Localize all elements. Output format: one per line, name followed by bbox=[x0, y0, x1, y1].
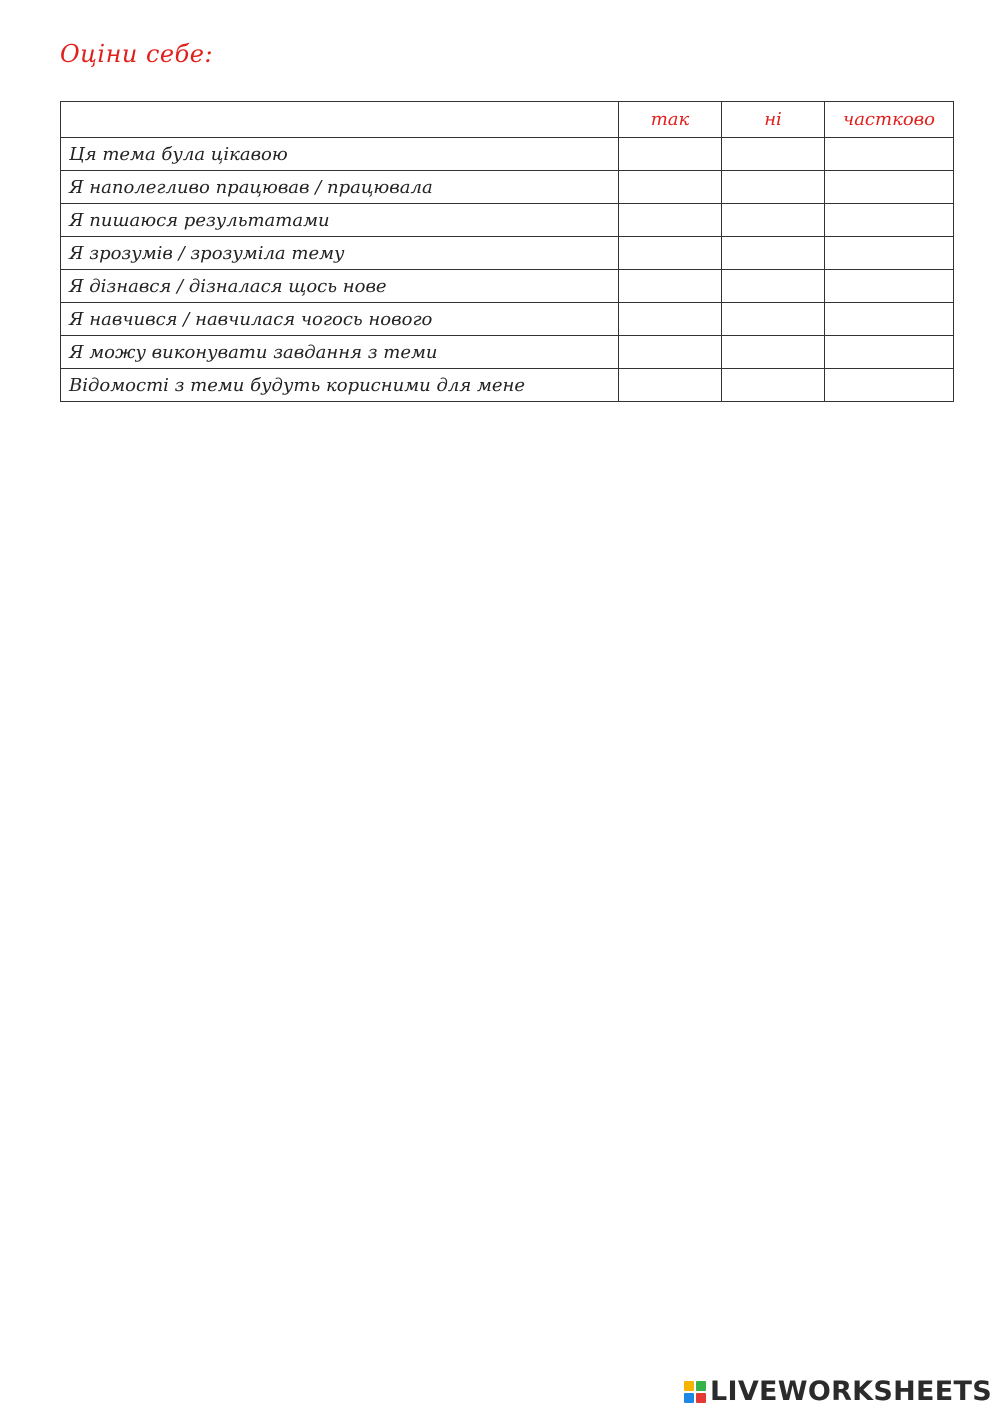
table-row bbox=[61, 369, 954, 402]
answer-partially-cell[interactable] bbox=[825, 237, 954, 270]
logo-square-blue bbox=[684, 1393, 694, 1403]
table-header-row bbox=[61, 102, 954, 138]
statement-cell: Я наполегливо працював / працювала bbox=[61, 171, 619, 204]
liveworksheets-brand bbox=[684, 1376, 992, 1407]
statement-cell: Я пишаюся результатами bbox=[61, 204, 619, 237]
logo-square-green bbox=[696, 1381, 706, 1391]
answer-partially-cell[interactable] bbox=[825, 369, 954, 402]
self-assessment-table bbox=[60, 101, 954, 402]
answer-yes-cell[interactable] bbox=[619, 303, 722, 336]
answer-yes-cell[interactable] bbox=[619, 369, 722, 402]
brand-name: LIVEWORKSHEETS bbox=[709, 1376, 992, 1407]
answer-yes-cell[interactable] bbox=[619, 237, 722, 270]
answer-partially-cell[interactable] bbox=[825, 204, 954, 237]
table-row bbox=[61, 270, 954, 303]
answer-partially-cell[interactable] bbox=[825, 171, 954, 204]
table-row bbox=[61, 336, 954, 369]
answer-partially-cell[interactable] bbox=[825, 270, 954, 303]
answer-yes-cell[interactable] bbox=[619, 138, 722, 171]
table-row bbox=[61, 204, 954, 237]
answer-no-cell[interactable] bbox=[722, 369, 825, 402]
table-row bbox=[61, 237, 954, 270]
statement-cell: Я навчився / навчилася чогось нового bbox=[61, 303, 619, 336]
header-yes: так bbox=[619, 102, 722, 138]
statement-cell: Ця тема була цікавою bbox=[61, 138, 619, 171]
answer-yes-cell[interactable] bbox=[619, 270, 722, 303]
answer-yes-cell[interactable] bbox=[619, 204, 722, 237]
logo-square-yellow bbox=[684, 1381, 694, 1391]
answer-yes-cell[interactable] bbox=[619, 336, 722, 369]
answer-no-cell[interactable] bbox=[722, 171, 825, 204]
answer-no-cell[interactable] bbox=[722, 237, 825, 270]
answer-no-cell[interactable] bbox=[722, 303, 825, 336]
answer-partially-cell[interactable] bbox=[825, 336, 954, 369]
answer-partially-cell[interactable] bbox=[825, 138, 954, 171]
table-row bbox=[61, 138, 954, 171]
answer-yes-cell[interactable] bbox=[619, 171, 722, 204]
page-title: Оціни себе: bbox=[60, 40, 214, 68]
statement-cell: Я дізнався / дізналася щось нове bbox=[61, 270, 619, 303]
header-partially: частково bbox=[825, 102, 954, 138]
answer-no-cell[interactable] bbox=[722, 138, 825, 171]
table-row bbox=[61, 171, 954, 204]
statement-cell: Я можу виконувати завдання з теми bbox=[61, 336, 619, 369]
statement-cell: Я зрозумів / зрозуміла тему bbox=[61, 237, 619, 270]
answer-partially-cell[interactable] bbox=[825, 303, 954, 336]
liveworksheets-logo-icon bbox=[684, 1381, 706, 1403]
answer-no-cell[interactable] bbox=[722, 336, 825, 369]
answer-no-cell[interactable] bbox=[722, 270, 825, 303]
logo-square-red bbox=[696, 1393, 706, 1403]
header-no: ні bbox=[722, 102, 825, 138]
statement-cell: Відомості з теми будуть корисними для мене bbox=[61, 369, 619, 402]
answer-no-cell[interactable] bbox=[722, 204, 825, 237]
header-statement bbox=[61, 102, 619, 138]
table-row bbox=[61, 303, 954, 336]
